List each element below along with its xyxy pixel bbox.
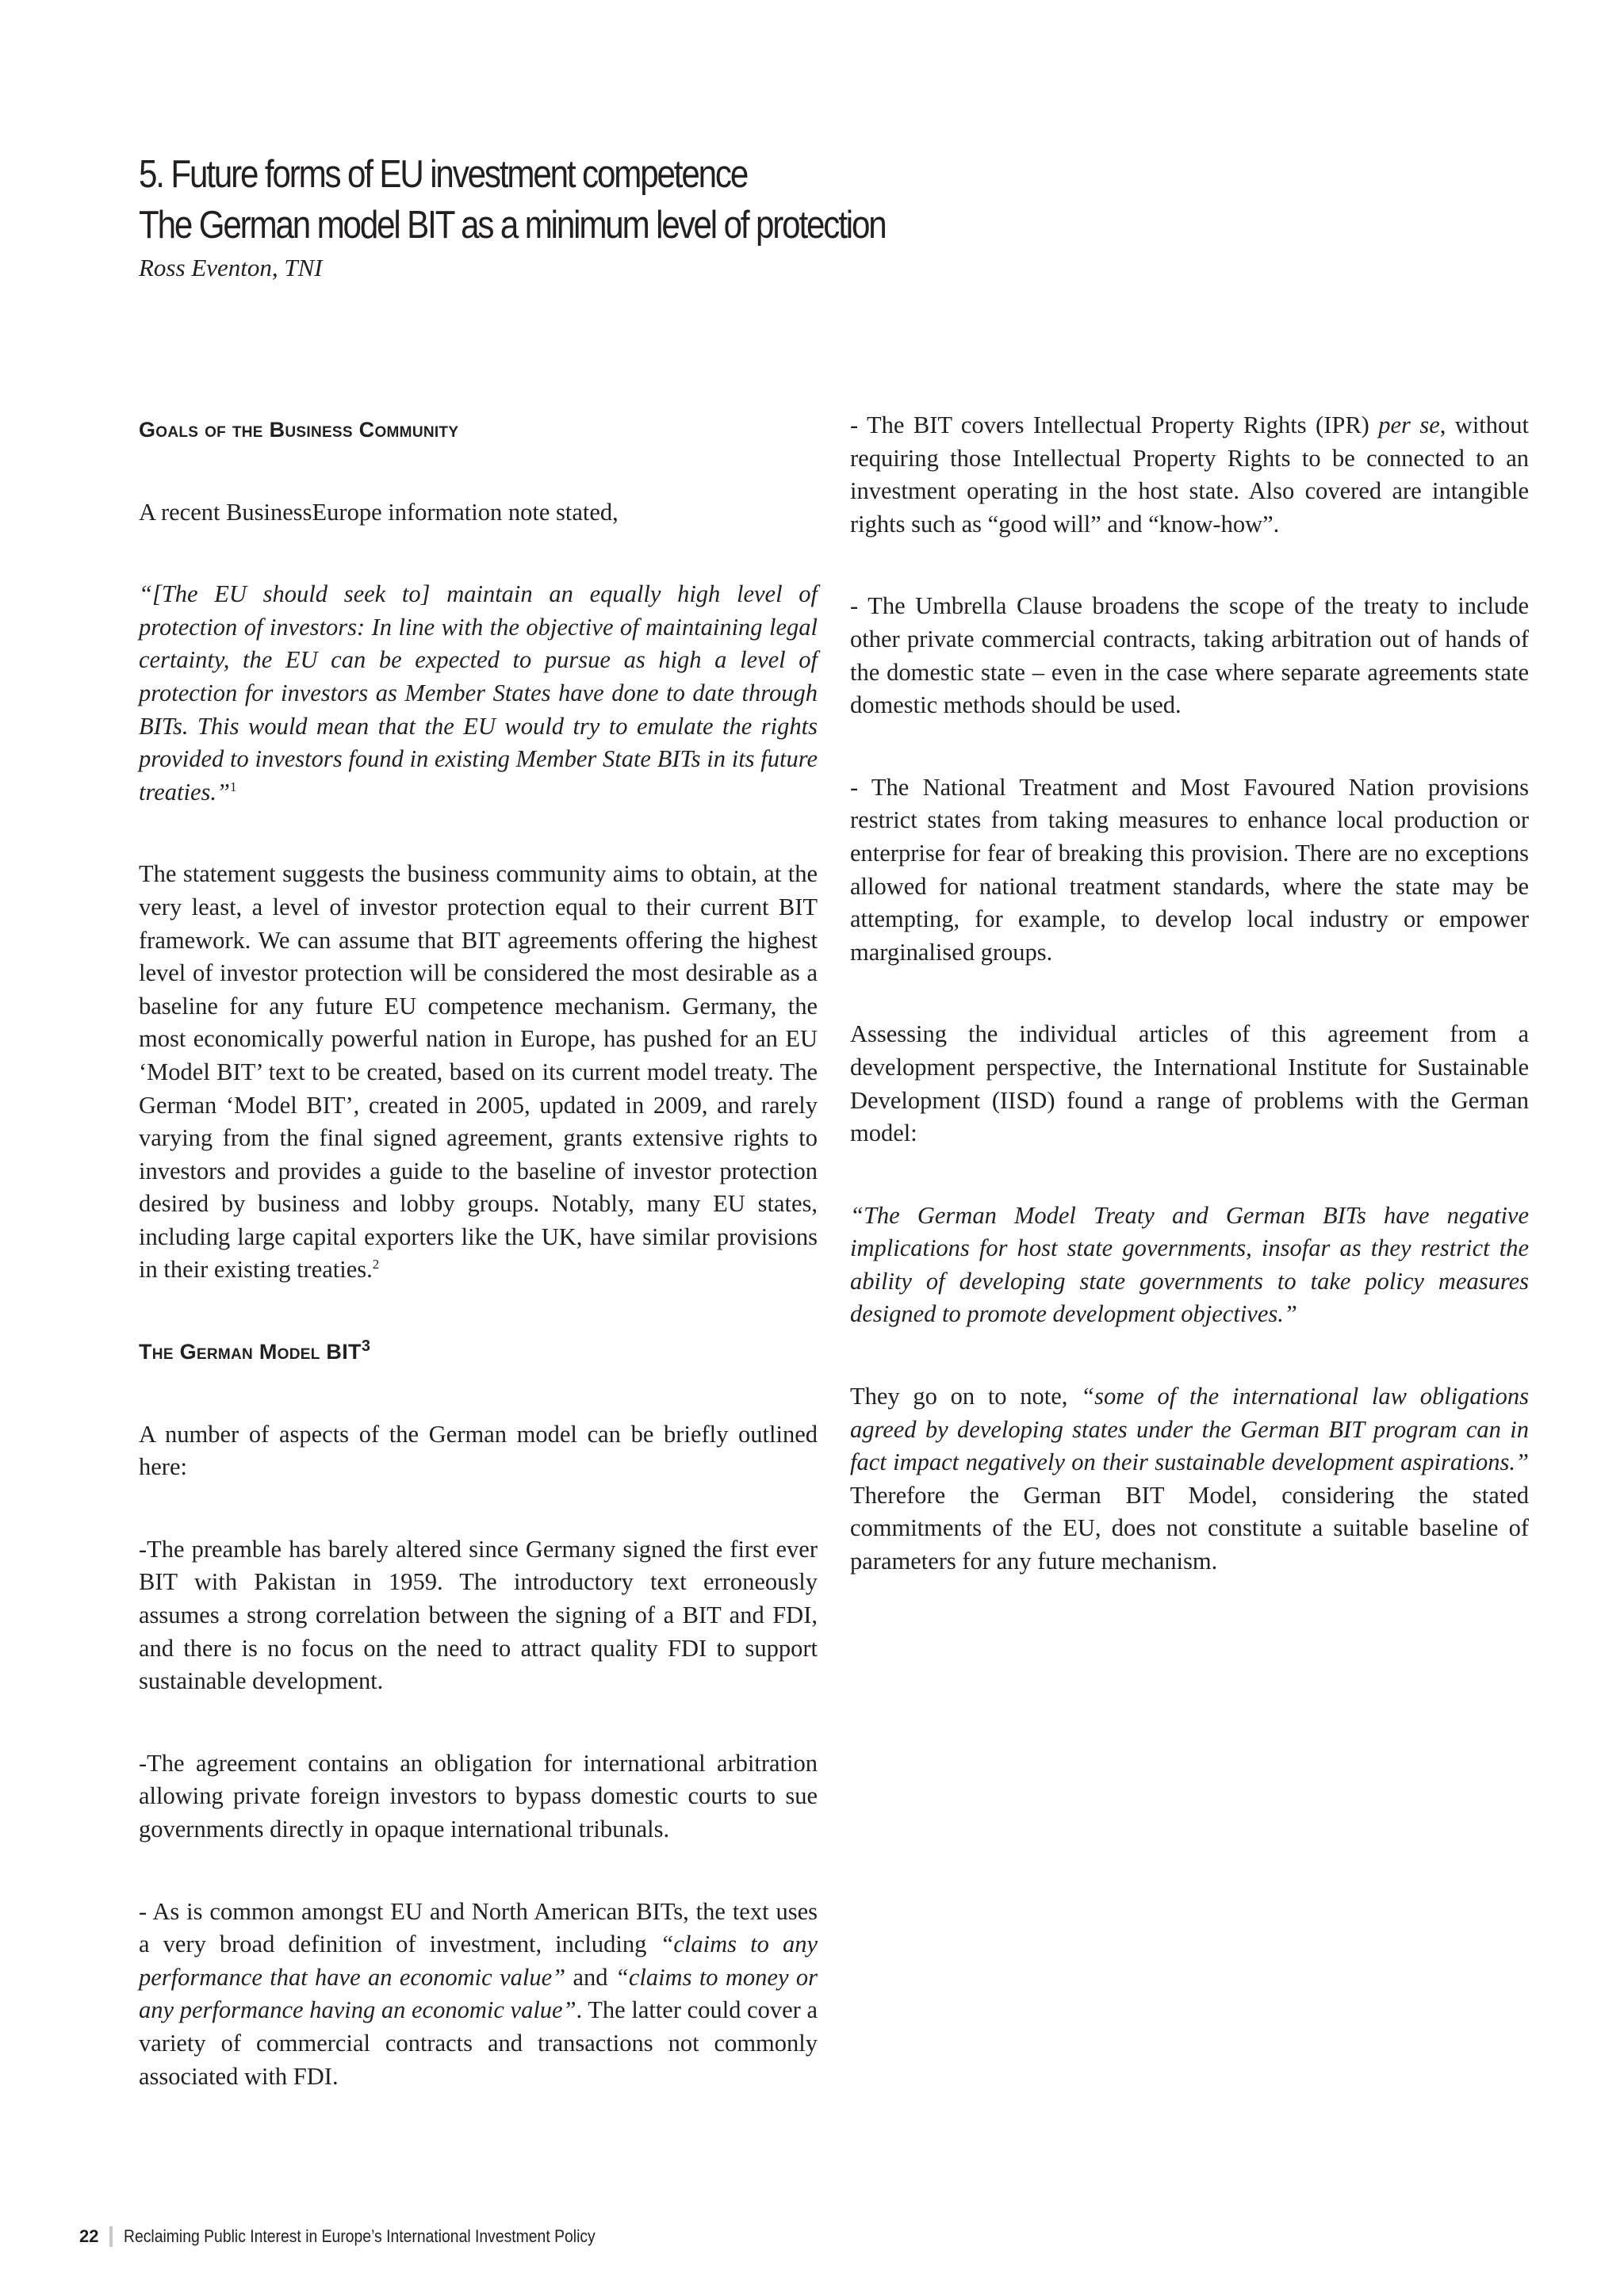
title-line-2: The German model BIT as a minimum level of protection bbox=[139, 204, 886, 247]
quote-text: “claims to money or any performance having an economic value” bbox=[139, 1963, 818, 2024]
text: and bbox=[565, 1963, 615, 1991]
paragraph: -The preamble has barely altered since Germany signed the first ever BIT with Pakistan in 1959. The introductory text erroneously assumes a strong correlation between the signing of a BIT and FDI, and there is no focus on the need to attract quality FDI to support sustainable development. bbox=[139, 1535, 818, 1695]
paragraph: A recent BusinessEurope information note stated, bbox=[139, 498, 619, 526]
footnote-ref[interactable]: 3 bbox=[361, 1337, 371, 1356]
paragraph: - The Umbrella Clause broadens the scope of the treaty to include other private commercial contracts, taking arbitration out of hands of the domestic state – even in the case where separate agreements state domestic methods should be used. bbox=[850, 592, 1529, 719]
text: - As is common amongst EU and North American BITs, the text uses a very broad definition of investment, including bbox=[139, 1897, 818, 1958]
quote-text: “[The EU should seek to] maintain an equally high level of protection of investors: In line with the objective of maintaining legal certainty, the EU can be expected to pursue as high a level of protection for investors as Member States have done to date through BITs. This would mean that the EU would try to emulate the rights provided to investors found in existing Member State BITs in its future treaties.” bbox=[139, 580, 818, 806]
italic-text: per se bbox=[1378, 411, 1440, 438]
quote-text: “claims to any performance that have an economic value” bbox=[139, 1931, 818, 1991]
quote-text: “some of the international law obligations agreed by developing states under the German BIT program can in fact impact negatively on their sustainable development aspirations.” bbox=[850, 1383, 1529, 1476]
text: , without requiring those Intellectual Property Rights to be connected to an investment operating in the host state. Also covered are intangible rights such as “good will” and “know-how”. bbox=[850, 411, 1529, 538]
footnote-ref[interactable]: 2 bbox=[372, 1257, 380, 1272]
block-quote bbox=[850, 1200, 1529, 1331]
publication-title: Reclaiming Public Interest in Europe’s International Investment Policy bbox=[124, 2226, 596, 2246]
page-title bbox=[139, 149, 886, 251]
text: . The latter could cover a variety of commercial contracts and transactions not commonly associated with FDI. bbox=[139, 1996, 818, 2090]
paragraph bbox=[850, 1380, 1529, 1578]
text: Therefore the German BIT Model, considering the stated commitments of the EU, does not constitute a suitable baseline of parameters for any future mechanism. bbox=[850, 1481, 1529, 1575]
section-heading-goals: Goals of the Business Community bbox=[139, 418, 459, 442]
right-column bbox=[850, 409, 1529, 1628]
paragraph bbox=[850, 409, 1529, 541]
section-heading-german-model bbox=[139, 1336, 818, 1369]
page-footer bbox=[79, 2226, 660, 2247]
heading-text: The German Model BIT bbox=[139, 1340, 362, 1364]
block-quote bbox=[139, 578, 818, 809]
paragraph: A number of aspects of the German model can be briefly outlined here: bbox=[139, 1420, 818, 1481]
paragraph: - The National Treatment and Most Favoured Nation provisions restrict states from taking measures to enhance local production or enterprise for fear of breaking this provision. There are no exceptions allowed for national treatment standards, where the state may be attempting, for example, to develop local industry or empower marginalised groups. bbox=[850, 773, 1529, 966]
paragraph bbox=[139, 858, 818, 1287]
text: - The BIT covers Intellectual Property Rights (IPR) bbox=[850, 411, 1379, 438]
paragraph: -The agreement contains an obligation for international arbitration allowing private foreign investors to bypass domestic courts to sue governments directly in opaque international tribunals. bbox=[139, 1749, 818, 1843]
paragraph-text: The statement suggests the business community aims to obtain, at the very least, a level of investor protection equal to their current BIT framework. We can assume that BIT agreements offering the highest level of investor protection will be considered the most desirable as a baseline for any future EU competence mechanism. Germany, the most economically powerful nation in Europe, has pushed for an EU ‘Model BIT’ text to be created, based on its current model treaty. The German ‘Model BIT’, created in 2005, updated in 2009, and rarely varying from the final signed agreement, grants extensive rights to investors and provides a guide to the baseline of investor protection desired by business and lobby groups. Notably, many EU states, including large capital exporters like the UK, have similar provisions in their existing treaties. bbox=[139, 860, 818, 1284]
title-line-1: 5. Future forms of EU investment competence bbox=[139, 153, 748, 196]
footer-divider bbox=[109, 2226, 113, 2247]
paragraph: Assessing the individual articles of this agreement from a development perspective, the International Institute for Sustainable Development (IISD) found a range of problems with the German model: bbox=[850, 1020, 1529, 1147]
paragraph bbox=[139, 1896, 818, 2094]
text: They go on to note, bbox=[850, 1383, 1082, 1410]
quote-text: “The German Model Treaty and German BITs have negative implications for host state governments, insofar as they restrict the ability of developing state governments to take policy measures designed to promote development objectives.” bbox=[850, 1201, 1529, 1328]
left-column bbox=[139, 414, 818, 2142]
footnote-ref[interactable]: 1 bbox=[229, 779, 237, 794]
author-byline: Ross Eventon, TNI bbox=[139, 254, 323, 281]
page-number: 22 bbox=[79, 2226, 99, 2246]
